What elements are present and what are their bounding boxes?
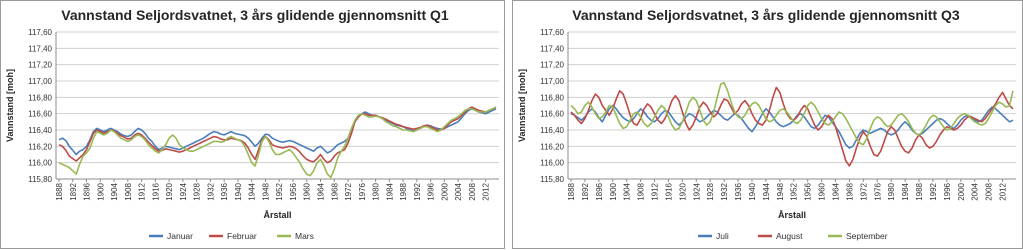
x-tick-label: 1980 [887,183,897,201]
x-tick-label: 1972 [344,183,354,201]
x-tick-label: 1924 [692,183,702,201]
x-tick-label: 1932 [720,183,730,201]
x-tick-label: 1980 [371,183,381,201]
x-tick-label: 1940 [747,183,757,201]
chart-q3 [513,1,1023,250]
legend-label: August [776,231,803,241]
x-tick-label: 1900 [96,183,106,201]
x-tick-label: 1944 [761,183,771,201]
x-tick-label: 1956 [288,183,298,201]
x-tick-label: 1904 [622,183,632,201]
x-tick-label: 1888 [55,183,64,201]
y-tick-label: 116,60 [540,109,564,119]
x-tick-label: 2004 [970,183,980,201]
x-tick-label: 2000 [440,183,450,201]
x-tick-label: 1992 [928,183,938,201]
x-tick-label: 1936 [734,183,744,201]
x-tick-label: 1968 [330,183,340,201]
legend-label: Januar [167,231,193,241]
y-tick-label: 117,60 [28,28,52,37]
x-tick-label: 1896 [594,183,604,201]
x-axis-label: Årstall [777,210,807,220]
x-tick-label: 1904 [110,183,120,201]
x-tick-label: 1908 [123,183,133,201]
x-tick-label: 1984 [385,183,395,201]
x-tick-label: 1920 [165,183,175,201]
x-tick-label: 1896 [82,183,92,201]
y-tick-label: 117,60 [540,28,564,37]
x-tick-label: 1920 [678,183,688,201]
y-tick-label: 116,40 [540,126,564,135]
x-tick-label: 1936 [220,183,230,201]
chart-q1 [1,1,506,250]
x-tick-label: 1928 [192,183,202,201]
x-tick-label: 1912 [137,183,147,201]
y-tick-label: 116,20 [28,142,52,152]
x-tick-label: 1996 [942,183,952,201]
y-tick-label: 117,40 [28,44,52,54]
chart-title: Vannstand Seljordsvatnet, 3 års glidende gjennomsnitt Q1 [61,7,449,23]
x-tick-label: 2008 [984,183,994,201]
chart-panel-q1 [0,0,505,249]
x-tick-label: 1988 [399,183,409,201]
y-axis-label: Vannstand [moh] [5,68,15,143]
x-tick-label: 1916 [664,183,674,201]
y-tick-label: 117,00 [540,77,564,86]
chart-title: Vannstand Seljordsvatnet, 3 års glidende gjennomsnitt Q3 [572,7,960,23]
legend-label: Februar [227,231,257,241]
series-line-august [571,88,1013,166]
y-tick-label: 117,40 [540,44,564,54]
x-tick-label: 1984 [901,183,911,201]
x-tick-label: 2012 [998,183,1008,201]
x-tick-label: 1960 [817,183,827,201]
x-tick-label: 1968 [845,183,855,201]
x-tick-label: 1888 [567,183,576,201]
y-axis-label: Vannstand [moh] [517,68,527,143]
x-tick-label: 1996 [426,183,436,201]
x-tick-label: 1940 [233,183,243,201]
y-tick-label: 116,80 [28,93,52,103]
x-tick-label: 1952 [789,183,799,201]
y-tick-label: 116,20 [540,142,564,152]
x-tick-label: 1948 [775,183,785,201]
y-tick-label: 116,00 [28,158,52,168]
series-line-mars [59,107,496,177]
y-tick-label: 115,80 [28,175,52,184]
series-line-januar [59,109,496,155]
x-tick-label: 1964 [831,183,841,201]
x-tick-label: 1932 [206,183,216,201]
y-tick-label: 116,00 [540,158,564,168]
x-tick-label: 1988 [915,183,925,201]
x-tick-label: 2012 [481,183,491,201]
x-tick-label: 1900 [608,183,618,201]
legend-label: Mars [295,231,314,241]
x-tick-label: 1908 [636,183,646,201]
x-tick-label: 1928 [706,183,716,201]
x-tick-label: 1944 [247,183,257,201]
x-tick-label: 1916 [151,183,161,201]
y-tick-label: 117,00 [28,77,52,86]
y-tick-label: 117,20 [540,60,564,70]
y-tick-label: 116,80 [540,93,564,103]
x-tick-label: 1912 [650,183,660,201]
y-tick-label: 115,80 [540,175,564,184]
x-tick-label: 2004 [454,183,464,201]
x-tick-label: 1952 [275,183,285,201]
x-tick-label: 1924 [178,183,188,201]
x-tick-label: 1976 [873,183,883,201]
x-tick-label: 1960 [302,183,312,201]
legend-label: September [846,231,888,241]
x-tick-label: 1972 [859,183,869,201]
x-tick-label: 1976 [357,183,367,201]
y-tick-label: 116,60 [28,109,52,119]
x-tick-label: 1956 [803,183,813,201]
x-axis-label: Årstall [263,210,292,220]
chart-panel-q3 [512,0,1023,249]
x-tick-label: 1892 [580,183,590,201]
x-tick-label: 1892 [68,183,78,201]
y-tick-label: 117,20 [28,60,52,70]
x-tick-label: 2008 [467,183,477,201]
x-tick-label: 1964 [316,183,326,201]
legend-label: Juli [716,231,729,241]
x-tick-label: 1948 [261,183,271,201]
x-tick-label: 1992 [412,183,422,201]
x-tick-label: 2000 [956,183,966,201]
y-tick-label: 116,40 [28,126,52,135]
